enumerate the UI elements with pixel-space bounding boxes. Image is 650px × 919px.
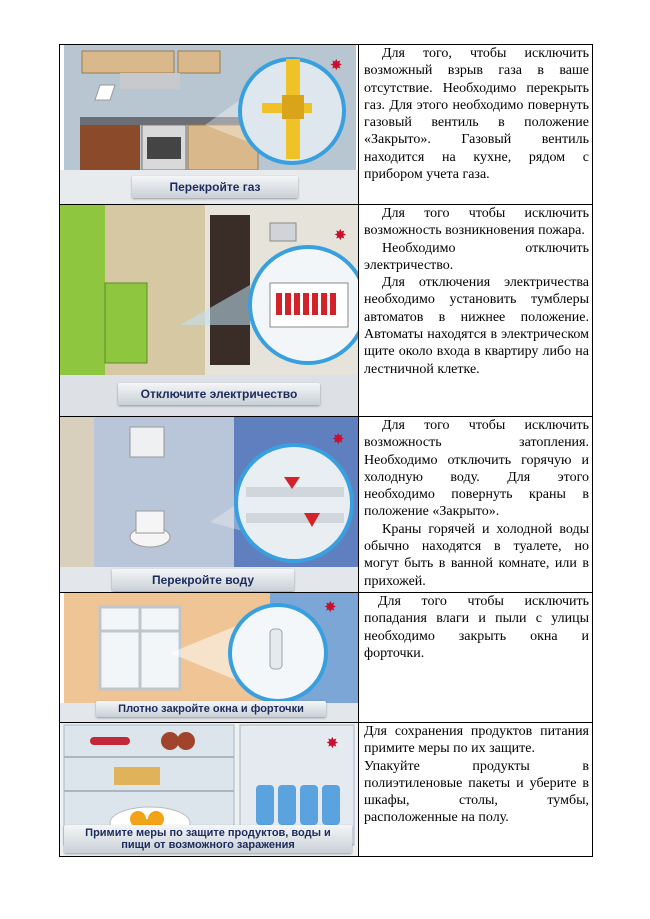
gas-text-cell (359, 45, 593, 205)
water-paragraph: Для того чтобы исключить возможность затопления. Необходимо отключить горячую и холодную воду. Для этого необходимо повернуть краны в положение «Закрыто». (364, 418, 589, 520)
table-row (60, 45, 593, 205)
windows-illustration (60, 593, 359, 723)
windows-caption: Плотно закройте окна и форточки (96, 701, 326, 717)
food-paragraph: Для сохранения продуктов питания примите меры по их защите. (364, 724, 589, 757)
food-illustration (60, 723, 359, 857)
alert-spark-icon: ✸ (324, 600, 337, 616)
food-caption: Примите меры по защите продуктов, воды и пищи от возможного заражения (64, 825, 352, 853)
electricity-text-cell (359, 205, 593, 417)
instructions-table (59, 44, 593, 857)
water-caption: Перекройте воду (112, 569, 294, 591)
windows-text-cell (359, 593, 593, 723)
electricity-caption: Отключите электричество (118, 383, 320, 405)
gas-paragraph: Для того, чтобы исключить возможный взрыв газа в ваше отсутствие. Необходимо перекрыть газ. Для этого необходимо повернуть газовый вентиль в положение «Закрыто». Газовый вентиль находится на кухне, рядом с прибором учета газа. (364, 46, 589, 183)
table-row (60, 723, 593, 857)
bathroom-scene (60, 417, 358, 593)
electricity-illustration (60, 205, 359, 417)
alert-spark-icon: ✸ (326, 736, 339, 752)
electricity-paragraph: Необходимо отключить электричество. (364, 240, 589, 273)
water-illustration (60, 417, 359, 593)
electricity-paragraph: Для отключения электричества необходимо установить тумблеры автоматов в нижнее положение. Автоматы находятся в электрическом щите около входа в квартиру либо на лестничной клетке. (364, 275, 589, 377)
water-text-cell (359, 417, 593, 593)
windows-paragraph: Для того чтобы исключить попадания влаги и пыли с улицы необходимо закрыть окна и форточки. (364, 594, 589, 661)
water-paragraph: Краны горячей и холодной воды обычно находятся в туалете, но могут быть в ванной комнате, или в прихожей. (364, 521, 589, 589)
food-text-cell (359, 723, 593, 857)
table-row (60, 417, 593, 593)
alert-spark-icon: ✸ (332, 432, 345, 448)
table-row (60, 205, 593, 417)
food-paragraph: Упакуйте продукты в полиэтиленовые пакеты и уберите в шкафы, столы, тумбы, расположенные на полу. (364, 758, 589, 826)
alert-spark-icon: ✸ (330, 58, 343, 74)
gas-caption: Перекройте газ (132, 176, 298, 198)
gas-illustration (60, 45, 359, 205)
alert-spark-icon: ✸ (334, 228, 347, 244)
electricity-paragraph: Для того чтобы исключить возможность возникновения пожара. (364, 206, 589, 239)
table-row (60, 593, 593, 723)
